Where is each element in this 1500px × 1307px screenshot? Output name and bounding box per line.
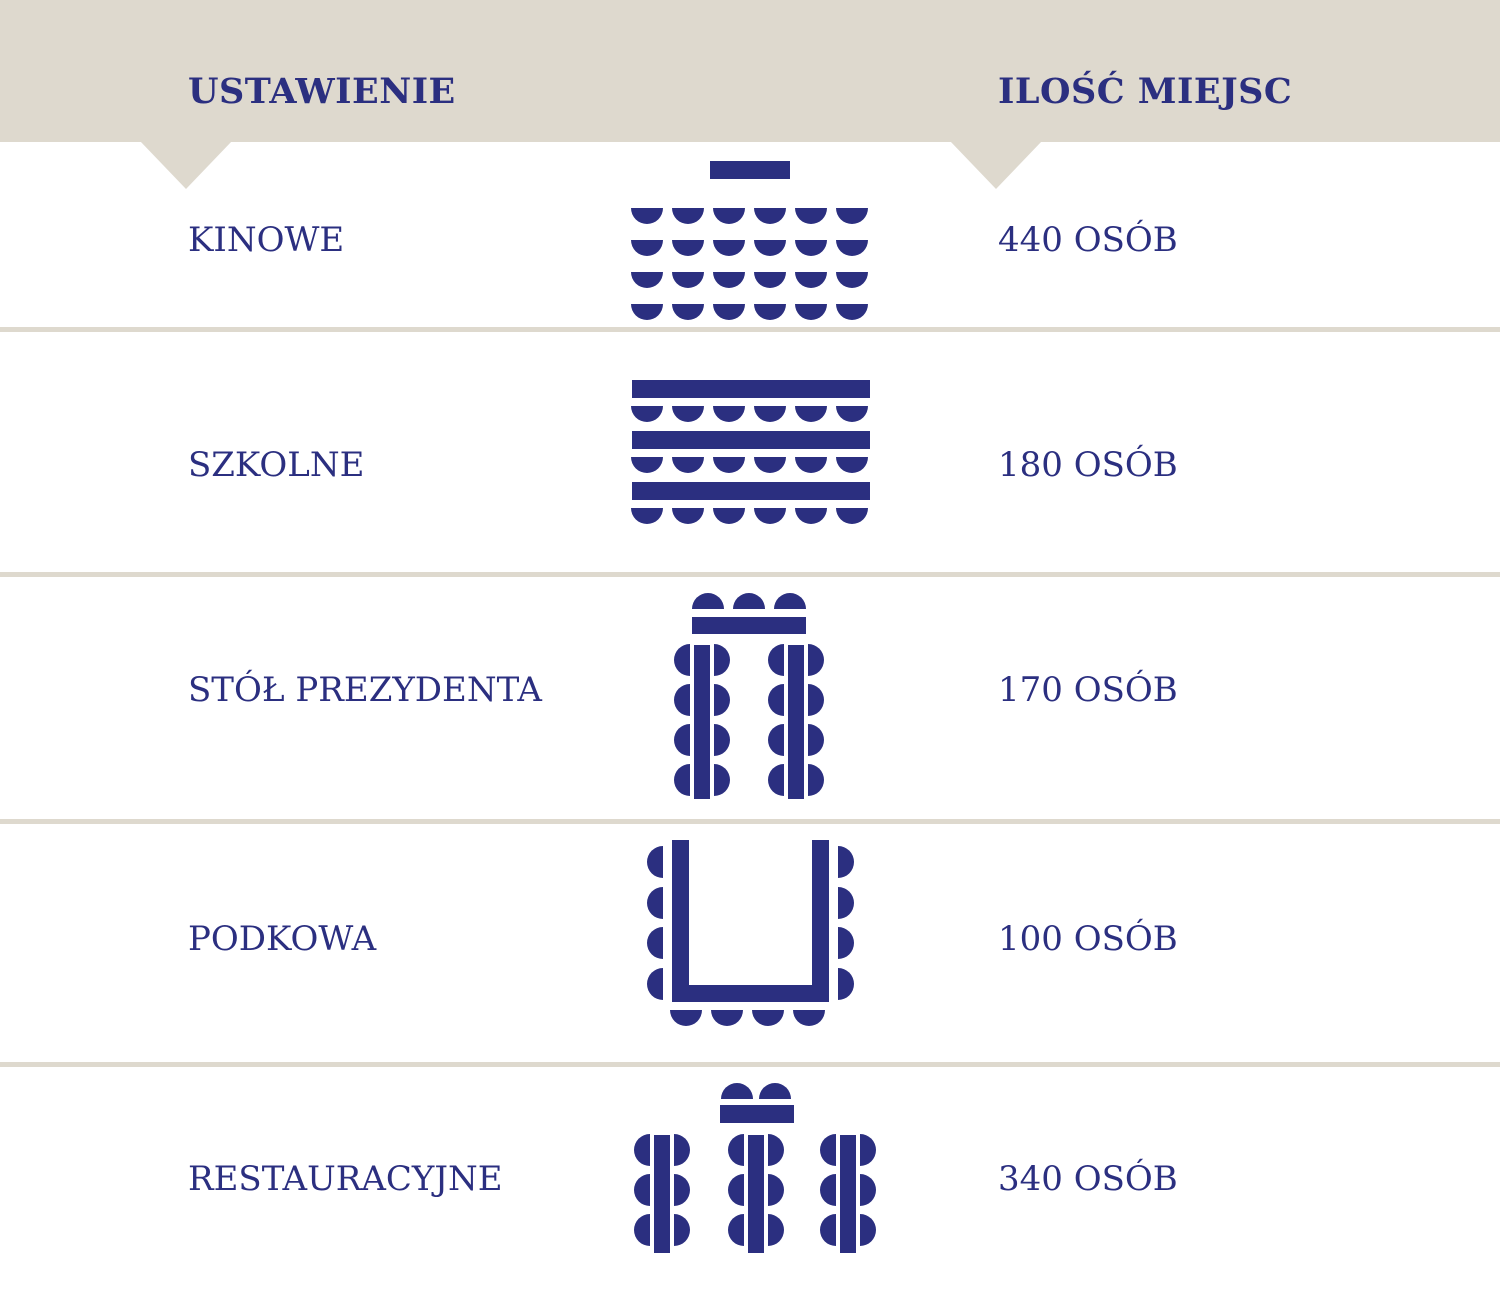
row-name-restauracyjne: RESTAURACYJNE xyxy=(188,1159,503,1199)
seat-shape xyxy=(713,406,745,422)
seat-shape xyxy=(674,684,690,716)
seat-shape xyxy=(634,1174,650,1206)
horseshoe-bottom-table xyxy=(672,985,829,1002)
horseshoe-layout-icon xyxy=(600,830,900,1040)
column-header-setup: USTAWIENIE xyxy=(188,71,456,112)
long-table xyxy=(654,1135,670,1253)
seat-shape xyxy=(672,457,704,473)
seat-shape xyxy=(692,593,724,609)
seat-shape xyxy=(634,1214,650,1246)
seat-shape xyxy=(808,764,824,796)
seat-shape xyxy=(647,846,663,878)
seat-shape xyxy=(795,457,827,473)
seat-shape xyxy=(795,272,827,288)
seat-shape xyxy=(728,1214,744,1246)
seat-shape xyxy=(672,272,704,288)
horseshoe-right-table xyxy=(812,840,829,1002)
seat-shape xyxy=(820,1214,836,1246)
seat-shape xyxy=(728,1134,744,1166)
header-notch-right xyxy=(950,141,1042,189)
seat-shape xyxy=(838,887,854,919)
seat-shape xyxy=(860,1134,876,1166)
seat-shape xyxy=(674,1214,690,1246)
seat-shape xyxy=(631,457,663,473)
seat-shape xyxy=(836,304,868,320)
seat-shape xyxy=(768,644,784,676)
seat-shape xyxy=(836,272,868,288)
seat-shape xyxy=(672,240,704,256)
seat-shape xyxy=(631,508,663,524)
horseshoe-left-table xyxy=(672,840,689,1002)
seat-shape xyxy=(836,508,868,524)
seat-shape xyxy=(754,240,786,256)
seat-shape xyxy=(672,304,704,320)
seat-shape xyxy=(631,406,663,422)
seat-shape xyxy=(647,887,663,919)
seat-shape xyxy=(838,846,854,878)
seat-shape xyxy=(711,1010,743,1026)
restaurant-layout-icon xyxy=(600,1075,900,1265)
seat-shape xyxy=(768,684,784,716)
seat-shape xyxy=(631,240,663,256)
seat-shape xyxy=(836,208,868,224)
seat-shape xyxy=(713,208,745,224)
classroom-table xyxy=(632,380,870,398)
seat-shape xyxy=(795,240,827,256)
long-table xyxy=(840,1135,856,1253)
seat-shape xyxy=(713,272,745,288)
row-capacity-kinowe: 440 OSÓB xyxy=(998,220,1178,260)
screen-bar xyxy=(710,161,790,179)
seat-shape xyxy=(631,272,663,288)
seat-shape xyxy=(754,508,786,524)
row-name-stol-prezydenta: STÓŁ PREZYDENTA xyxy=(188,670,542,710)
row-divider xyxy=(0,819,1500,824)
long-table xyxy=(788,645,804,799)
seat-shape xyxy=(860,1214,876,1246)
seat-shape xyxy=(820,1174,836,1206)
seat-shape xyxy=(768,1214,784,1246)
seat-shape xyxy=(836,240,868,256)
seat-shape xyxy=(733,593,765,609)
seat-shape xyxy=(714,764,730,796)
seat-shape xyxy=(768,1134,784,1166)
seat-shape xyxy=(713,457,745,473)
cinema-layout-icon xyxy=(600,150,900,330)
seat-shape xyxy=(795,208,827,224)
seat-shape xyxy=(795,508,827,524)
seat-shape xyxy=(838,927,854,959)
seat-shape xyxy=(759,1083,791,1099)
seat-shape xyxy=(754,272,786,288)
row-capacity-podkowa: 100 OSÓB xyxy=(998,919,1178,959)
seat-shape xyxy=(672,508,704,524)
seat-shape xyxy=(754,406,786,422)
head-table xyxy=(720,1105,794,1123)
seat-shape xyxy=(714,684,730,716)
seat-shape xyxy=(768,764,784,796)
seat-shape xyxy=(713,508,745,524)
seat-shape xyxy=(836,406,868,422)
seat-shape xyxy=(754,208,786,224)
seat-shape xyxy=(754,457,786,473)
long-table xyxy=(694,645,710,799)
head-table xyxy=(692,617,806,634)
president-table-layout-icon xyxy=(600,585,900,815)
seat-shape xyxy=(674,644,690,676)
seat-shape xyxy=(795,406,827,422)
seat-shape xyxy=(714,724,730,756)
seat-shape xyxy=(728,1174,744,1206)
seat-shape xyxy=(808,684,824,716)
classroom-table xyxy=(632,431,870,449)
seat-shape xyxy=(674,724,690,756)
row-name-szkolne: SZKOLNE xyxy=(188,445,365,485)
seat-shape xyxy=(670,1010,702,1026)
seat-shape xyxy=(714,644,730,676)
seat-shape xyxy=(860,1174,876,1206)
header-notch-left xyxy=(140,141,232,189)
seat-shape xyxy=(808,724,824,756)
seat-shape xyxy=(674,1174,690,1206)
seat-shape xyxy=(674,764,690,796)
row-divider xyxy=(0,1062,1500,1067)
seat-shape xyxy=(631,304,663,320)
seat-shape xyxy=(820,1134,836,1166)
row-name-kinowe: KINOWE xyxy=(188,220,345,260)
seat-shape xyxy=(672,208,704,224)
seat-shape xyxy=(647,968,663,1000)
seat-shape xyxy=(721,1083,753,1099)
seat-shape xyxy=(768,1174,784,1206)
seat-shape xyxy=(754,304,786,320)
seat-shape xyxy=(634,1134,650,1166)
seat-shape xyxy=(808,644,824,676)
row-name-podkowa: PODKOWA xyxy=(188,919,377,959)
seat-shape xyxy=(631,208,663,224)
seat-shape xyxy=(713,304,745,320)
seat-shape xyxy=(838,968,854,1000)
seat-shape xyxy=(768,724,784,756)
seat-shape xyxy=(836,457,868,473)
row-capacity-stol-prezydenta: 170 OSÓB xyxy=(998,670,1178,710)
seat-shape xyxy=(647,927,663,959)
row-divider xyxy=(0,572,1500,577)
row-divider xyxy=(0,327,1500,332)
classroom-table xyxy=(632,482,870,500)
seat-shape xyxy=(793,1010,825,1026)
seat-shape xyxy=(795,304,827,320)
seat-shape xyxy=(774,593,806,609)
seat-shape xyxy=(752,1010,784,1026)
seat-shape xyxy=(672,406,704,422)
long-table xyxy=(748,1135,764,1253)
column-header-capacity: ILOŚĆ MIEJSC xyxy=(998,71,1293,112)
row-capacity-szkolne: 180 OSÓB xyxy=(998,445,1178,485)
seat-shape xyxy=(713,240,745,256)
row-capacity-restauracyjne: 340 OSÓB xyxy=(998,1159,1178,1199)
classroom-layout-icon xyxy=(600,370,900,540)
seat-shape xyxy=(674,1134,690,1166)
